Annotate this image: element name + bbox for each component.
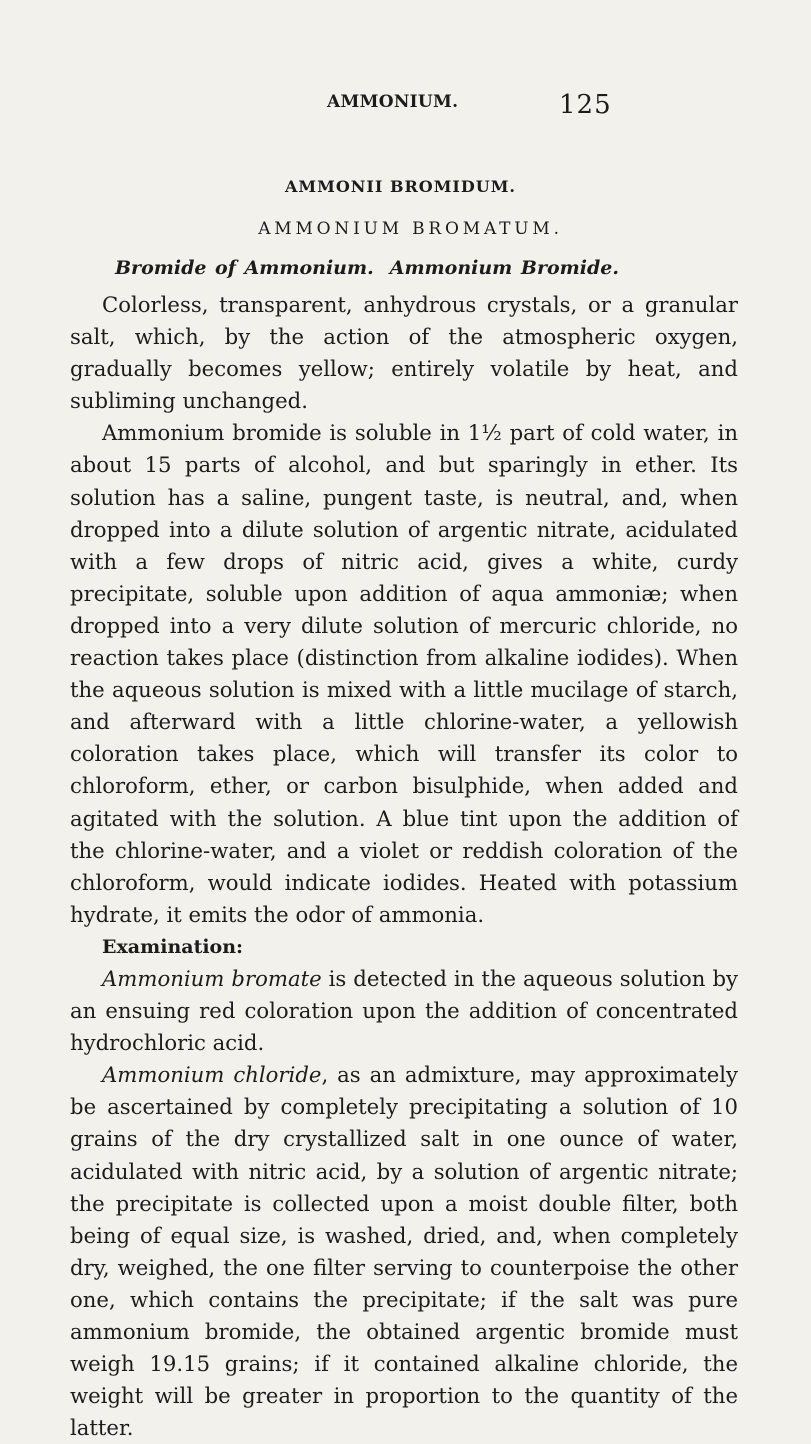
entry-synonyms xyxy=(115,257,619,279)
examination-heading: Examination: xyxy=(102,935,244,958)
chloride-test-text: , as an admixture, may approximately be ascertained by completely precipitating a solution of 10 grains of the dry crystallized salt in one ounce of water, acidulated with nitric acid, by a solution of argentic nitrate; the precipitate is collected upon a moist double filter, both being of equal size, is washed, dried, and, when completely dry, weighed, the one filter serving to counterpoise the other one, which contains the precipitate; if the salt was pure ammonium bromide, the obtained argentic bromide must weigh 19.15 grains; if it contained alkaline chloride, the weight will be greater in proportion to the quantity of the latter. xyxy=(70,1062,738,1441)
paragraph-chloride-test xyxy=(70,1059,738,1444)
paragraph-description: Colorless, transparent, anhydrous crystals, or a granular salt, which, by the action of the atmospheric oxygen, gradually becomes yellow; entirely volatile by heat, and subliming unchanged. xyxy=(70,292,738,414)
bromate-test-text: is detected in the aqueous solution by an ensuing red coloration upon the addition of concentrated hydrochloric acid. xyxy=(70,965,738,1056)
entry-subtitle: AMMONIUM BROMATUM. xyxy=(258,219,563,239)
synonym-1: Bromide of Ammonium. xyxy=(115,257,374,279)
term-ammonium-chloride: Ammonium chloride xyxy=(102,1062,322,1088)
paragraph-bromate-test xyxy=(70,963,738,1059)
entry-title: AMMONII BROMIDUM. xyxy=(285,177,516,196)
term-ammonium-bromate: Ammonium bromate xyxy=(102,965,322,991)
body-text xyxy=(70,289,738,1444)
synonym-2: Ammonium Bromide. xyxy=(389,257,619,279)
page-number: 125 xyxy=(559,90,612,120)
running-head: AMMONIUM. xyxy=(327,92,459,112)
paragraph-properties: Ammonium bromide is soluble in 1½ part of cold water, in about 15 parts of alcohol, and but sparingly in ether. Its solution has a saline, pungent taste, is neutral, and, when dropped into a dilute solution of argentic nitrate, acidulated with a few drops of nitric acid, gives a white, curdy precipitate, soluble upon addition of aqua ammoniæ; when dropped into a very dilute solution of mercuric chloride, no reaction takes place (distinction from alkaline iodides). When the aqueous solution is mixed with a little mucilage of starch, and afterward with a little chlorine-water, a yellowish coloration takes place, which will transfer its color to chloroform, ether, or carbon bisulphide, when added and agitated with the solution. A blue tint upon the addition of the chlorine-water, and a violet or reddish coloration of the chloroform, would indicate iodides. Heated with potassium hydrate, it emits the odor of ammonia. xyxy=(70,420,738,927)
